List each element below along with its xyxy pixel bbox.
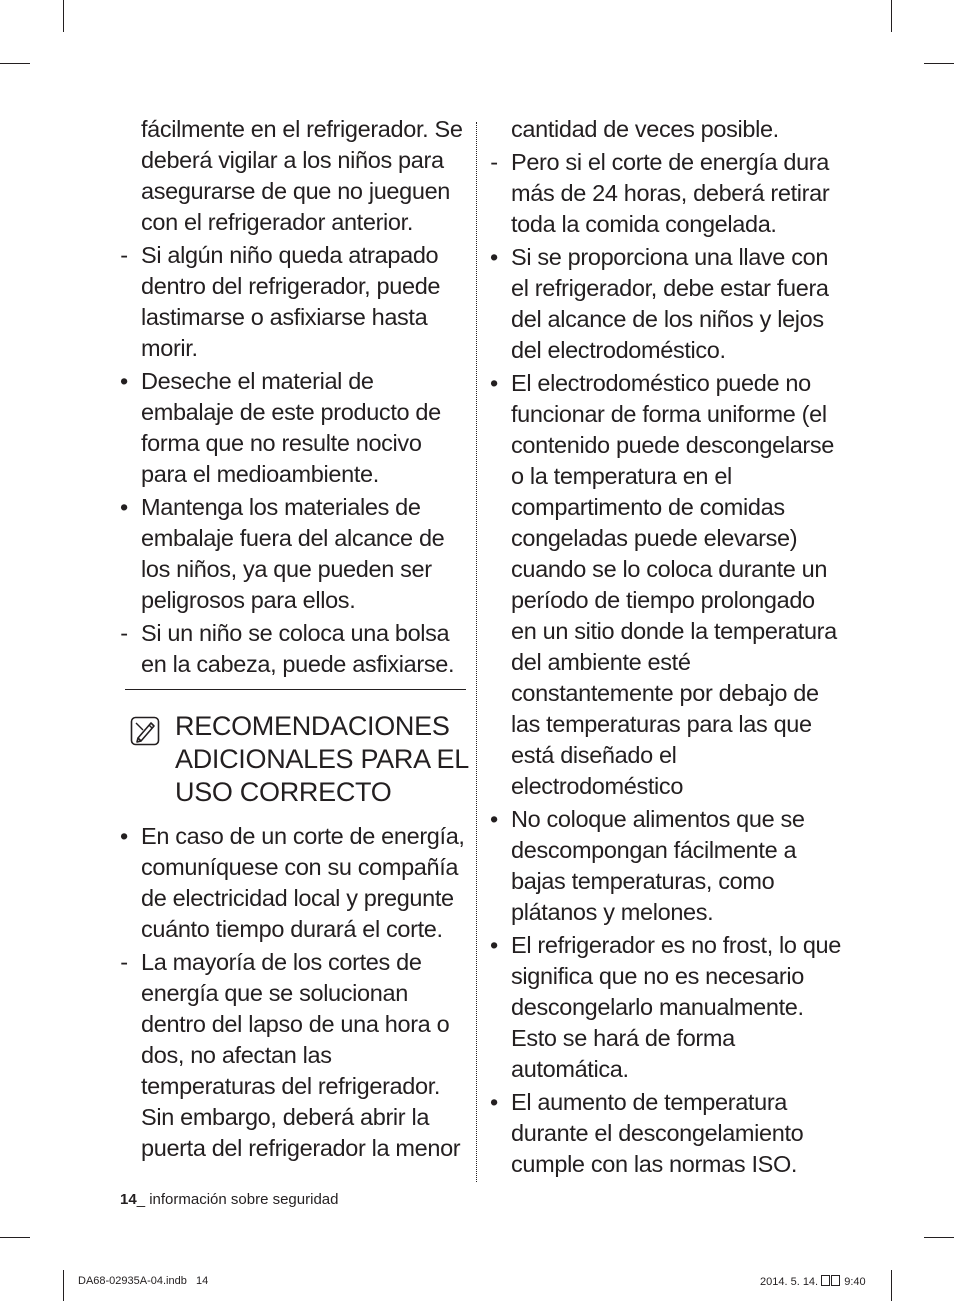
crop-mark bbox=[891, 0, 892, 32]
page-footer bbox=[120, 1191, 338, 1208]
list-item bbox=[484, 242, 844, 366]
list-marker: • bbox=[490, 1089, 498, 1115]
left-column-lower bbox=[114, 821, 470, 1166]
list-item bbox=[484, 114, 844, 145]
list-item bbox=[114, 114, 470, 238]
print-slug-date bbox=[760, 1275, 866, 1289]
slug-date: 2014. 5. 14. bbox=[760, 1275, 819, 1288]
print-slug-file: DA68-02935A-04.indb 14 bbox=[78, 1275, 209, 1287]
footer-separator: _ bbox=[136, 1191, 150, 1208]
crop-mark bbox=[63, 0, 64, 32]
list-item bbox=[484, 1087, 844, 1180]
footer-section: información sobre seguridad bbox=[149, 1191, 339, 1208]
crop-mark bbox=[63, 1270, 64, 1301]
list-text: En caso de un corte de energía, comuníquese con su compañía de electricidad local y pregunte cuánto tiempo durará el corte. bbox=[141, 823, 465, 942]
list-item bbox=[114, 492, 470, 616]
list-text: Deseche el material de embalaje de este producto de forma que no resulte nocivo para el medioambiente. bbox=[141, 368, 441, 487]
list-marker: - bbox=[120, 242, 128, 268]
crop-mark bbox=[891, 1270, 892, 1301]
list-item bbox=[484, 930, 844, 1085]
list-item bbox=[114, 618, 470, 680]
list-text: El electrodoméstico puede no funcionar de forma uniforme (el contenido puede descongelarse o la temperatura en el compartimento de comidas congeladas puede elevarse) cuando se lo coloca durante un período de tiempo prolongado en un sitio donde la temperatura del ambiente esté constantemente por debajo de las temperaturas para las que está diseñado el electrodoméstico bbox=[511, 370, 837, 799]
list-marker: • bbox=[490, 806, 498, 832]
list-text: Si se proporciona una llave con el refrigerador, debe estar fuera del alcance de los niños y lejos del electrodoméstico. bbox=[511, 244, 829, 363]
glyph-boxes-icon bbox=[821, 1275, 841, 1289]
list-item bbox=[114, 947, 470, 1164]
list-text: Mantenga los materiales de embalaje fuera del alcance de los niños, ya que pueden ser peligrosos para ellos. bbox=[141, 494, 445, 613]
list-text: El aumento de temperatura durante el descongelamiento cumple con las normas ISO. bbox=[511, 1089, 804, 1177]
list-marker: - bbox=[120, 949, 128, 975]
list-text: La mayoría de los cortes de energía que se solucionan dentro del lapso de una hora o dos, no afectan las temperaturas del refrigerador. Sin embargo, deberá abrir la puerta del refrigerador la menor bbox=[141, 949, 461, 1161]
crop-mark bbox=[924, 63, 954, 64]
list-text: Pero si el corte de energía dura más de 24 horas, deberá retirar toda la comida congelada. bbox=[511, 149, 830, 237]
list-marker: • bbox=[490, 932, 498, 958]
list-text: No coloque alimentos que se descompongan fácilmente a bajas temperaturas, como plátanos y melones. bbox=[511, 806, 805, 925]
right-column bbox=[484, 114, 844, 1182]
list-item bbox=[114, 821, 470, 945]
list-text: fácilmente en el refrigerador. Se deberá vigilar a los niños para asegurarse de que no jueguen con el refrigerador anterior. bbox=[141, 116, 463, 235]
crop-mark bbox=[0, 63, 30, 64]
list-marker: - bbox=[490, 149, 498, 175]
crop-mark bbox=[0, 1237, 30, 1238]
list-marker: • bbox=[120, 494, 128, 520]
list-text: El refrigerador es no frost, lo que significa que no es necesario descongelarlo manualmente. Esto se hará de forma automática. bbox=[511, 932, 841, 1082]
list-marker: • bbox=[490, 244, 498, 270]
list-item bbox=[114, 240, 470, 364]
section-divider bbox=[125, 689, 466, 690]
list-item bbox=[484, 804, 844, 928]
left-column bbox=[114, 114, 470, 682]
section-heading: RECOMENDACIONES ADICIONALES PARA EL USO CORRECTO bbox=[175, 711, 468, 807]
list-item bbox=[484, 147, 844, 240]
list-text: Si algún niño queda atrapado dentro del refrigerador, puede lastimarse o asfixiarse hasta morir. bbox=[141, 242, 441, 361]
list-marker: - bbox=[120, 620, 128, 646]
list-marker: • bbox=[120, 823, 128, 849]
list-marker: • bbox=[490, 370, 498, 396]
page-number: 14 bbox=[120, 1191, 137, 1208]
list-item bbox=[114, 366, 470, 490]
crop-mark bbox=[924, 1237, 954, 1238]
list-text: cantidad de veces posible. bbox=[511, 116, 779, 142]
list-marker: • bbox=[120, 368, 128, 394]
note-pencil-icon bbox=[130, 716, 160, 746]
slug-time: 9:40 bbox=[844, 1275, 866, 1288]
list-text: Si un niño se coloca una bolsa en la cabeza, puede asfixiarse. bbox=[141, 620, 455, 677]
column-separator bbox=[476, 122, 477, 1182]
list-item bbox=[484, 368, 844, 802]
